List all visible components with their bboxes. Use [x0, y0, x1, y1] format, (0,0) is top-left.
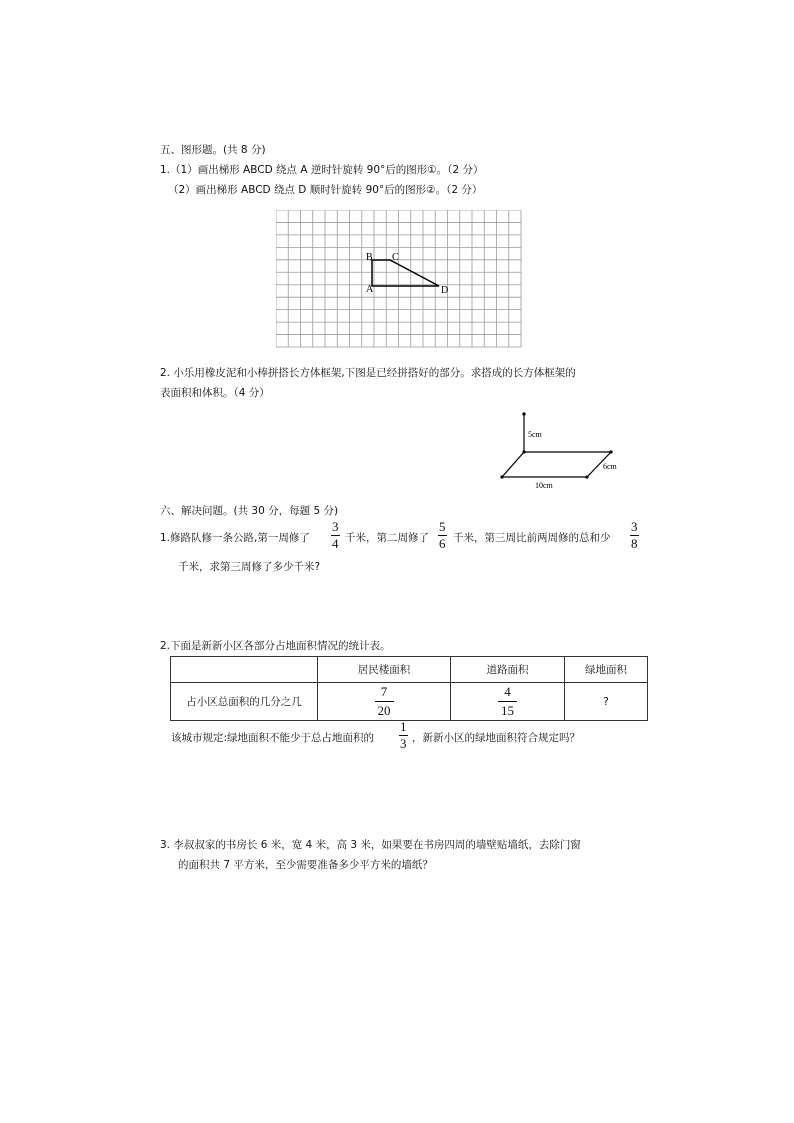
fraction-numerator: 3 — [631, 519, 638, 534]
fraction-numerator: 7 — [380, 684, 388, 699]
fraction-numerator: 3 — [332, 519, 339, 534]
area-statistics-table — [170, 656, 648, 721]
fraction-three-quarters — [331, 520, 340, 551]
label-d: D — [441, 285, 449, 296]
height-label: 5cm — [528, 430, 542, 439]
problem-1-text-3: 千米，第三周比前两周修的总和少 — [453, 532, 611, 544]
trapezoid-abcd — [372, 260, 439, 286]
fraction-denominator: 20 — [377, 703, 391, 718]
question-1-part-1: 1.（1）画出梯形 ABCD 绕点 A 逆时针旋转 90°后的图形①。（2 分） — [160, 164, 484, 176]
table-header-green: 绿地面积 — [565, 657, 648, 683]
table-header-row — [171, 657, 648, 683]
problem-3-line-2: 的面积共 7 平方米，至少需要准备多少平方米的墙纸？ — [178, 859, 433, 871]
width-label: 6cm — [603, 462, 617, 471]
fraction-one-third — [399, 720, 408, 751]
fraction-numerator: 4 — [504, 684, 511, 699]
fraction-denominator: 6 — [439, 536, 446, 551]
section-five-heading: 五、图形题。(共 8 分) — [160, 144, 266, 156]
problem-2-rule-text-2: ，新新小区的绿地面积符合规定吗？ — [412, 732, 580, 744]
question-2-line-2: 表面积和体积。（4 分） — [160, 387, 270, 399]
fraction-numerator: 1 — [400, 719, 407, 734]
table-row — [171, 683, 648, 721]
cuboid-frame-diagram — [490, 405, 630, 490]
resident-fraction-cell — [318, 683, 451, 721]
problem-1-text-1: 1.修路队修一条公路,第一周修了 — [160, 532, 310, 544]
problem-1-line-2: 千米，求第三周修了多少千米? — [178, 561, 321, 573]
grid-lines — [276, 210, 521, 347]
question-1-part-2: （2）画出梯形 ABCD 绕点 D 顺时针旋转 90°后的图形②。（2 分） — [168, 184, 483, 196]
fraction-denominator: 3 — [400, 736, 407, 751]
road-fraction-cell — [451, 683, 565, 721]
row-label: 占小区总面积的几分之几 — [171, 683, 318, 721]
fraction-denominator: 4 — [332, 536, 339, 551]
fraction-three-eighths — [630, 520, 639, 551]
fraction-numerator: 5 — [439, 519, 446, 534]
label-b: B — [366, 252, 373, 263]
label-a: A — [366, 284, 374, 295]
table-header-resident: 居民楼面积 — [318, 657, 451, 683]
problem-1-text-2: 千米，第二周修了 — [345, 532, 429, 544]
length-label: 10cm — [535, 481, 553, 490]
left-edge — [502, 452, 524, 477]
fraction-five-sixths — [438, 520, 447, 551]
table-header-road: 道路面积 — [451, 657, 565, 683]
green-area-cell: ? — [565, 683, 648, 721]
problem-2-intro: 2.下面是新新小区各部分占地面积情况的统计表。 — [160, 640, 391, 652]
fraction-denominator: 8 — [631, 536, 638, 551]
section-six-heading: 六、解决问题。(共 30 分，每题 5 分) — [160, 505, 339, 517]
table-header-empty — [171, 657, 318, 683]
trapezoid-grid — [276, 210, 522, 348]
fraction-denominator: 15 — [501, 703, 514, 718]
label-c: C — [392, 252, 399, 263]
problem-2-rule-text-1: 该城市规定:绿地面积不能少于总占地面积的 — [171, 732, 375, 744]
problem-3-line-1: 3. 李叔叔家的书房长 6 米，宽 4 米，高 3 米，如果要在书房四周的墙壁贴墙纸，去除门窗 — [160, 839, 581, 851]
question-2-line-1: 2. 小乐用橡皮泥和小棒拼搭长方体框架,下图是已经拼搭好的部分。求搭成的长方体框架的 — [160, 367, 576, 379]
